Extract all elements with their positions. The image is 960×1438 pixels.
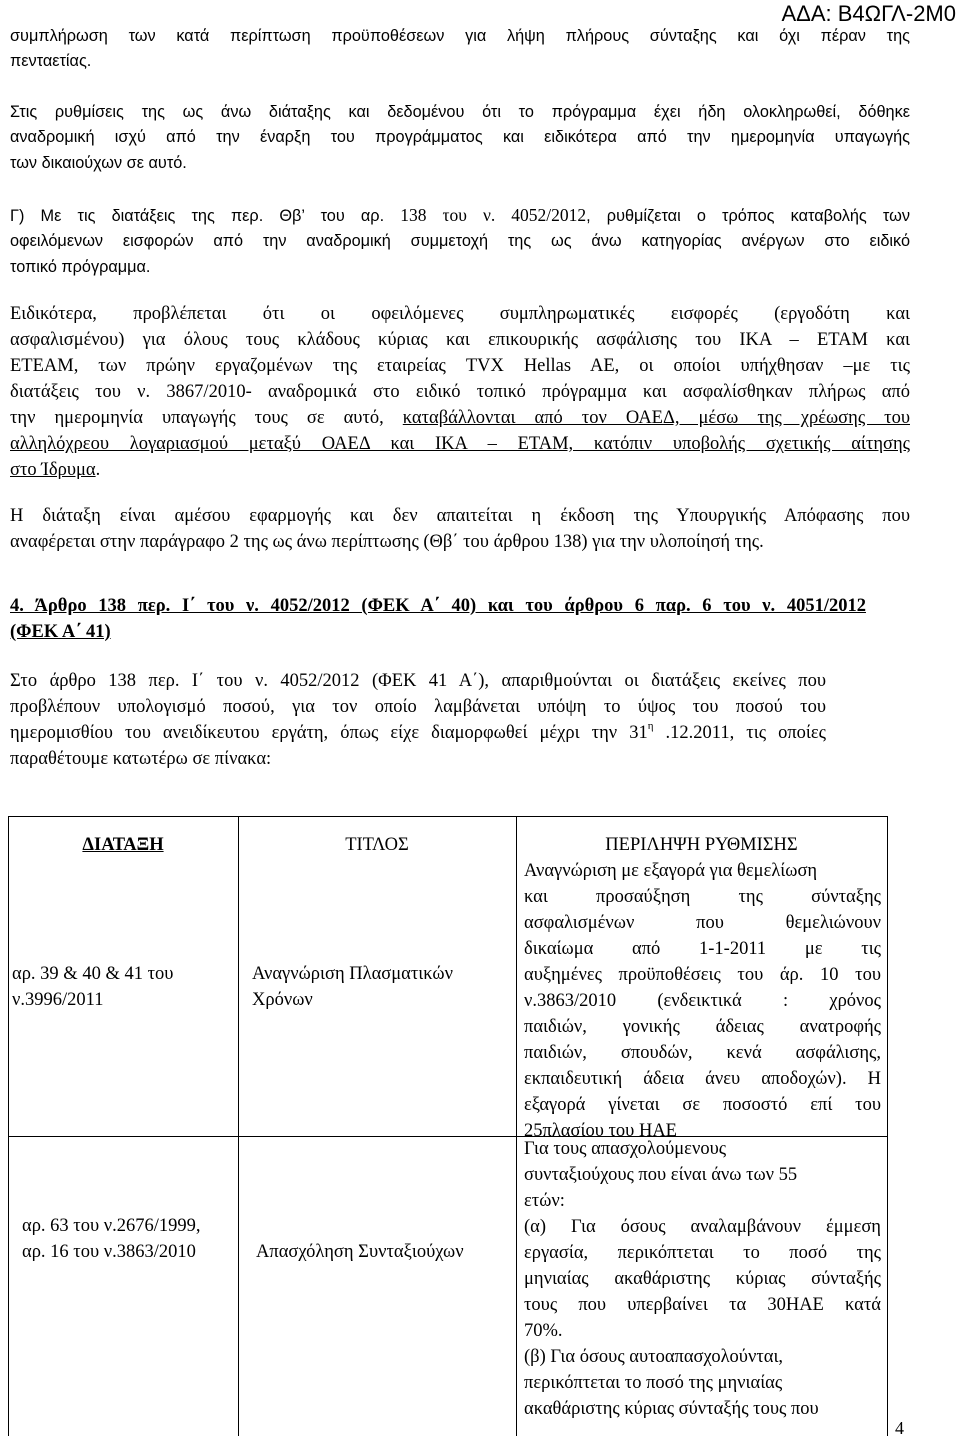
table-border-right xyxy=(887,816,888,1436)
cell-line: ακαθάριστης κύριας σύνταξής τους που xyxy=(524,1399,819,1419)
row1-title xyxy=(252,961,453,1013)
paragraph-article-138 xyxy=(10,668,826,772)
text-line: ΕΤΕΑΜ, των πρώην εργαζομένων της εταιρείας TVX Hellas AE, οι οποίοι υπήχθησαν –με τις xyxy=(10,356,910,376)
cell-line: Χρόνων xyxy=(252,990,313,1010)
underlined-line: αλληλόχρεου λογαριασμού μεταξύ ΟΑΕΔ και ΙΚΑ – ΕΤΑΜ, κατόπιν υποβολής σχετικής αίτησης xyxy=(10,434,910,454)
text-line: αναφέρεται στην παράγραφο 2 της ως άνω περίπτωσης (Θβ΄ του άρθρου 138) για την υλοποίησή της. xyxy=(10,532,764,552)
text-line xyxy=(10,202,910,229)
cell-line: αυξημένες προϋποθέσεις του άρ. 10 του xyxy=(524,965,881,985)
text-segment: ημερομισθίου του ανειδίκευτου εργάτη, όπως είχε διαμορφωθεί μέχρι την 31 xyxy=(10,723,648,743)
cell-line: αρ. 16 του ν.3863/2010 xyxy=(22,1242,196,1262)
cell-line: ν.3863/2010 (ενδεικτικά : χρόνος xyxy=(524,991,881,1011)
text-line: Στις ρυθμίσεις της ως άνω διάταξης και δεδομένου ότι το πρόγραμμα έχει ήδη ολοκληρωθεί, δόθηκε xyxy=(10,103,910,121)
text-segment: .12.2011, τις οποίες xyxy=(653,723,826,743)
heading-line: 4. Άρθρο 138 περ. Ι΄ του ν. 4052/2012 (ΦΕΚ Α΄ 40) και του άρθρου 6 παρ. 6 του ν. 4051/2012 xyxy=(10,596,866,616)
text-line xyxy=(10,720,826,746)
row1-provision xyxy=(12,961,173,1013)
text-line: Στο άρθρο 138 περ. Ι΄ του ν. 4052/2012 (ΦΕΚ 41 Α΄), απαριθμούνται οι διατάξεις εκείνες που xyxy=(10,671,826,691)
paragraph-details xyxy=(10,301,910,483)
row1-summary xyxy=(524,858,881,1144)
text-line: τοπικό πρόγραμμα. xyxy=(10,257,151,276)
paragraph-case-g xyxy=(10,202,910,280)
text-line: των δικαιούχων σε αυτό. xyxy=(10,153,187,172)
cell-line: εργασία, περικόπτεται το ποσό της xyxy=(524,1243,881,1263)
text-line: Ειδικότερα, προβλέπεται ότι οι οφειλόμενες συμπληρωματικές εισφορές (εργοδότη και xyxy=(10,304,910,324)
cell-line: αρ. 39 & 40 & 41 του xyxy=(12,964,174,984)
text-line: συμπλήρωση των κατά περίπτωση προϋποθέσεων για λήψη πλήρους σύνταξης και όχι πέραν της xyxy=(10,27,910,45)
text-line: προβλέπουν υπολογισμό ποσού, για τον οποίο λαμβάνεται υπόψη το ύψος του ποσού του xyxy=(10,697,826,717)
table-border-left xyxy=(8,816,9,1436)
cell-line: Αναγνώριση με εξαγορά για θεμελίωση xyxy=(524,861,818,881)
header-provision: ΔΙΑΤΑΞΗ xyxy=(82,835,164,855)
text-line: Η διάταξη είναι αμέσου εφαρμογής και δεν απαιτείται η έκδοση της Υπουργικής Απόφασης που xyxy=(10,506,910,526)
text-segment: 138 του ν. 4052/2012 xyxy=(400,205,587,225)
cell-line: 70%. xyxy=(524,1321,563,1341)
paragraph-retroactive xyxy=(10,100,910,176)
paragraph-application xyxy=(10,503,910,555)
cell-line: 25πλασίου του ΗΑΕ xyxy=(524,1121,677,1141)
cell-line: εκπαιδευτική άδεια άνευ αποδοχών). Η xyxy=(524,1069,881,1089)
superscript: η xyxy=(647,720,654,732)
text-line xyxy=(10,457,910,483)
cell-line: παιδιών, σπουδών, κενά ασφάλισης, xyxy=(524,1043,881,1063)
cell-line: εξαγορά γίνεται σε ποσοστό επί του xyxy=(524,1095,881,1115)
text-segment: Γ) Με τις διατάξεις της περ. Θβ’ του αρ. xyxy=(10,207,401,225)
cell-line: δικαίωμα από 1-1-2011 με τις xyxy=(524,939,881,959)
cell-line: μηνιαίας ακαθάριστης κύριας σύνταξής xyxy=(524,1269,881,1289)
text-line xyxy=(10,405,910,431)
underlined-text: καταβάλλονται από τον ΟΑΕΔ, μέσω της χρέωσης του xyxy=(402,408,910,428)
text-segment: . xyxy=(95,460,101,480)
table-border-top xyxy=(8,816,888,817)
text-segment: , ρυθμίζεται ο τρόπος καταβολής των xyxy=(586,207,910,225)
column-divider xyxy=(238,816,239,1436)
cell-line: περικόπτεται το ποσό της μηνιαίας xyxy=(524,1373,783,1393)
cell-line: συνταξιούχους που είναι άνω των 55 xyxy=(524,1165,798,1185)
text-line: οφειλόμενων εισφορών από την αναδρομική συμμετοχή της ως άνω κατηγορίας ανέργων στο ειδικό xyxy=(10,232,910,251)
text-line: πενταετίας. xyxy=(10,52,92,71)
cell-line: παιδιών, γονικής άδειας ανατροφής xyxy=(524,1017,881,1037)
column-divider xyxy=(516,816,517,1436)
cell-line: ν.3996/2011 xyxy=(12,990,104,1010)
text-line: διατάξεις του ν. 3867/2010- αναδρομικά στο ειδικό τοπικό πρόγραμμα και ασφαλίσθηκαν πλήρως από xyxy=(10,382,910,402)
paragraph-continuation xyxy=(10,24,910,75)
text-line: αναδρομική ισχύ από την έναρξη του προγράμματος και ειδικότερα από την ημερομηνία υπαγωγής xyxy=(10,128,910,147)
header-summary: ΠΕΡΙΛΗΨΗ ΡΥΘΜΙΣΗΣ xyxy=(605,835,798,855)
text-segment: την ημερομηνία υπαγωγής τους σε αυτό, xyxy=(10,408,403,428)
text-line: ασφαλισμένου) για όλους τους κλάδους κύριας και επικουρικής ασφάλισης του ΙΚΑ – ΕΤΑΜ και xyxy=(10,330,910,350)
provisions-table xyxy=(8,816,888,1436)
cell-line: ασφαλισμένων που θεμελιώνουν xyxy=(524,913,881,933)
row2-summary xyxy=(524,1136,881,1422)
cell-line: Για τους απασχολούμενους xyxy=(524,1139,727,1159)
cell-line: και προσαύξηση της σύνταξης xyxy=(524,887,881,907)
cell-line: ετών: xyxy=(524,1191,565,1211)
row2-provision xyxy=(22,1213,201,1265)
underlined-text: (ΦΕΚ Α΄ 41) xyxy=(10,622,111,642)
row2-title xyxy=(256,1239,464,1265)
ada-code: ΑΔΑ: Β4ΩΓΛ-2Μ0 xyxy=(781,1,956,26)
cell-line: αρ. 63 του ν.2676/1999, xyxy=(22,1216,201,1236)
heading-line xyxy=(10,619,866,645)
cell-line: Απασχόληση Συνταξιούχων xyxy=(256,1242,464,1262)
text-line: παραθέτουμε κατωτέρω σε πίνακα: xyxy=(10,749,272,769)
cell-line: Αναγνώριση Πλασματικών xyxy=(252,964,453,984)
cell-line: τους που υπερβαίνει τα 30ΗΑΕ κατά xyxy=(524,1295,881,1315)
page-number: 4 xyxy=(895,1418,904,1438)
cell-line: (α) Για όσους αναλαμβάνουν έμμεση xyxy=(524,1217,881,1237)
header-title: ΤΙΤΛΟΣ xyxy=(345,835,409,855)
section-heading xyxy=(10,593,866,645)
underlined-text: στο Ίδρυμα xyxy=(10,460,96,480)
cell-line: (β) Για όσους αυτοαπασχολούνται, xyxy=(524,1347,784,1367)
